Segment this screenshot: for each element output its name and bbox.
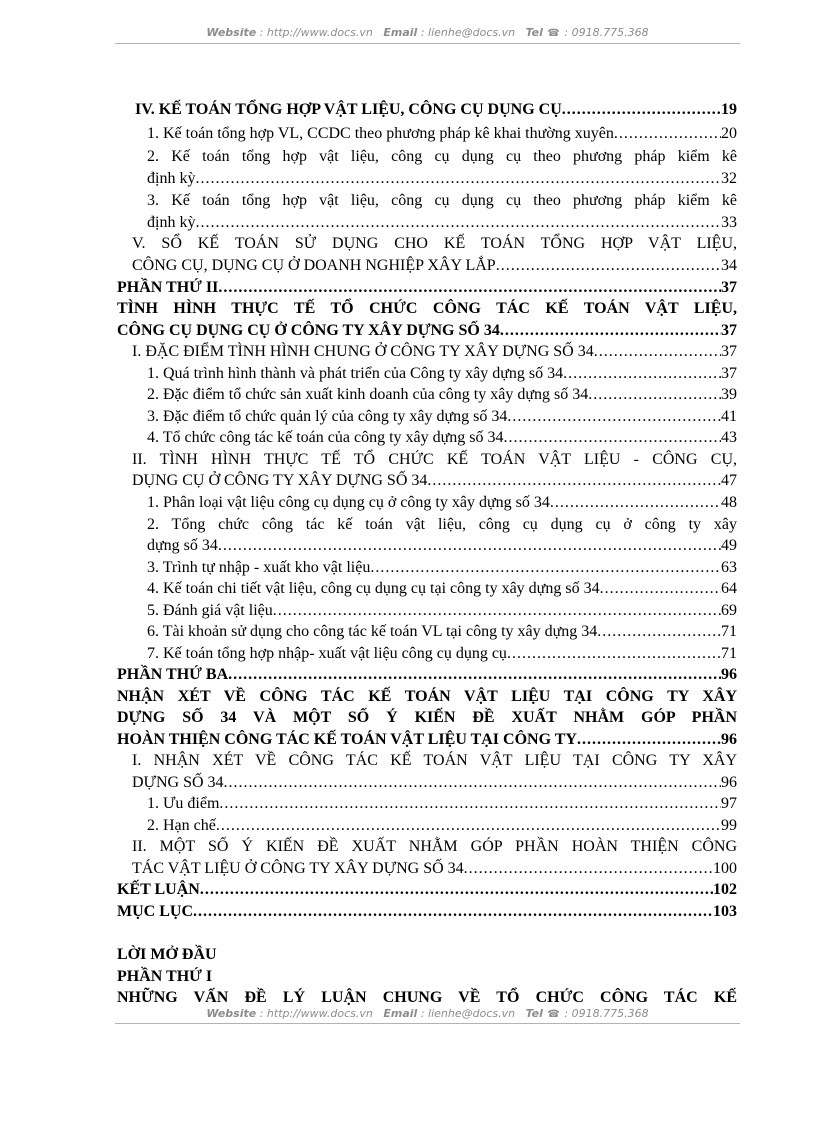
footer-website-value: : http://www.docs.vn xyxy=(259,1007,373,1020)
toc-entry-page: 37 xyxy=(721,343,737,360)
toc-leader xyxy=(594,341,721,363)
toc-entry-text: DỰNG SỐ 34 xyxy=(132,774,224,791)
toc-entry-text: MỤC LỤC xyxy=(117,903,193,920)
toc-entry-text: 1. Quá trình hình thành và phát triển của Công ty xây dựng số 34 xyxy=(147,365,564,382)
toc-entry xyxy=(132,341,737,363)
toc-entry-text: 7. Kế toán tổng hợp nhập- xuất vật liệu công cụ dụng cụ xyxy=(147,645,507,662)
toc-entry-page: 102 xyxy=(713,881,737,898)
toc-entry xyxy=(132,750,737,772)
toc-entry-page: 20 xyxy=(721,125,737,142)
page-header xyxy=(115,26,740,41)
toc-entry-page: 64 xyxy=(721,580,737,597)
toc-entry xyxy=(132,255,737,277)
header-website-label: Website xyxy=(206,26,257,39)
toc-leader xyxy=(219,793,721,815)
page-footer xyxy=(115,1007,740,1022)
toc-entry-page: 71 xyxy=(721,623,737,640)
toc-entry xyxy=(117,686,737,708)
toc-entry-page: 43 xyxy=(721,429,737,446)
header-tel-value: : 0918.775.368 xyxy=(564,26,649,39)
toc-leader xyxy=(500,320,721,342)
toc-entry-page: 37 xyxy=(721,322,737,339)
toc-entry xyxy=(132,772,737,794)
toc-entry-text: PHẦN THỨ BA xyxy=(117,666,229,683)
toc-entry-page: 100 xyxy=(713,860,737,877)
toc-entry-text: 1. Kế toán tổng hợp VL, CCDC theo phương pháp kê khai thường xuyên xyxy=(147,125,614,142)
toc-entry-page: 96 xyxy=(721,731,737,748)
toc-entry xyxy=(147,815,737,837)
toc-entry xyxy=(117,729,737,751)
toc-entry-page: 37 xyxy=(721,279,737,296)
toc-entry-text: NHẬN XÉT VỀ CÔNG TÁC KẾ TOÁN VẬT LIỆU TẠI CÔNG TY XÂY xyxy=(117,688,737,705)
toc-entry xyxy=(147,384,737,406)
toc-entry-text: 2. Hạn chế xyxy=(147,817,216,834)
intro-heading: LỜI MỞ ĐẦU xyxy=(117,946,217,963)
toc-entry xyxy=(147,406,737,428)
toc-entry-page: 48 xyxy=(721,494,737,511)
toc-entry-page: 99 xyxy=(721,817,737,834)
toc-entry-text: 2. Tổng chức công tác kế toán vật liệu, công cụ dụng cụ ở công ty xây xyxy=(147,516,737,533)
toc-entry-page: 96 xyxy=(721,666,737,683)
toc-entry-text: V. SỔ KẾ TOÁN SỬ DỤNG CHO KẾ TOÁN TỔNG HỢP VẬT LIỆU, xyxy=(132,235,737,252)
toc-entry-page: 69 xyxy=(721,602,737,619)
toc-leader xyxy=(224,772,721,794)
toc-entry xyxy=(117,277,737,299)
toc-leader xyxy=(273,600,721,622)
toc-entry xyxy=(132,836,737,858)
toc-entry-page: 47 xyxy=(721,472,737,489)
phone-icon: ☎ xyxy=(547,28,560,39)
toc-entry xyxy=(147,363,737,385)
toc-entry xyxy=(132,470,737,492)
toc-leader xyxy=(504,427,721,449)
toc-entry-page: 37 xyxy=(721,365,737,382)
part-one-heading: PHẦN THỨ I xyxy=(117,968,213,985)
header-tel-label: Tel xyxy=(525,26,543,39)
toc-entry xyxy=(117,901,737,923)
toc-entry xyxy=(117,298,737,320)
toc-entry-page: 33 xyxy=(721,214,737,231)
toc-entry-page: 97 xyxy=(721,795,737,812)
toc-entry-page: 63 xyxy=(721,559,737,576)
toc-entry xyxy=(147,427,737,449)
toc-leader xyxy=(216,815,721,837)
toc-entry-text: định kỳ xyxy=(147,170,196,187)
toc-entry-text: HOÀN THIỆN CÔNG TÁC KẾ TOÁN VẬT LIỆU TẠI CÔNG TY xyxy=(117,731,577,748)
toc-entry-text: 1. Phân loại vật liệu công cụ dụng cụ ở công ty xây dựng số 34 xyxy=(147,494,550,511)
toc-entry-page: 71 xyxy=(721,645,737,662)
toc-entry xyxy=(147,793,737,815)
toc-entry xyxy=(132,233,737,255)
phone-icon: ☎ xyxy=(547,1009,560,1020)
toc-entry xyxy=(147,190,737,212)
toc-entry-page: 96 xyxy=(721,774,737,791)
part-one-title: NHỮNG VẤN ĐỀ LÝ LUẬN CHUNG VỀ TỔ CHỨC CÔNG TÁC KẾ xyxy=(117,989,737,1006)
toc-leader xyxy=(370,557,721,579)
toc-entry xyxy=(147,557,737,579)
toc-entry xyxy=(117,664,737,686)
toc-leader xyxy=(600,578,721,600)
toc-entry xyxy=(135,99,737,121)
toc-entry-text: II. TÌNH HÌNH THỰC TẾ TỔ CHỨC KẾ TOÁN VẬT LIỆU - CÔNG CỤ, xyxy=(132,451,737,468)
toc-entry xyxy=(117,707,737,729)
toc-entry-text: dựng số 34 xyxy=(147,537,218,554)
toc-entry-text: 2. Kế toán tổng hợp vật liệu, công cụ dụng cụ theo phương pháp kiểm kê xyxy=(147,148,737,165)
toc-leader xyxy=(195,168,721,190)
toc-entry-page: 103 xyxy=(713,903,737,920)
header-website-value: : http://www.docs.vn xyxy=(259,26,373,39)
toc-leader xyxy=(218,277,721,299)
toc-entry-text: DỤNG CỤ Ở CÔNG TY XÂY DỰNG SỐ 34 xyxy=(132,472,428,489)
toc-entry-text: I. ĐẶC ĐIỂM TÌNH HÌNH CHUNG Ở CÔNG TY XÂY DỰNG SỐ 34 xyxy=(132,343,594,360)
toc-entry-text: 2. Đặc điểm tổ chức sản xuất kinh doanh của công ty xây dựng số 34 xyxy=(147,386,589,403)
toc-entry-text: 3. Trình tự nhập - xuất kho vật liệu xyxy=(147,559,371,576)
footer-divider xyxy=(115,1023,740,1024)
toc-entry-page: 19 xyxy=(721,101,737,118)
toc-entry-text: PHẦN THỨ II xyxy=(117,279,219,296)
toc-leader xyxy=(597,621,721,643)
toc-leader xyxy=(195,212,721,234)
toc-leader xyxy=(228,664,721,686)
footer-email-label: Email xyxy=(383,1007,418,1020)
toc-leader xyxy=(614,123,721,145)
toc-entry xyxy=(147,600,737,622)
toc-leader xyxy=(577,729,721,751)
toc-leader xyxy=(427,470,721,492)
toc-leader xyxy=(218,535,721,557)
toc-entry-page: 49 xyxy=(721,537,737,554)
toc-entry-text: TÌNH HÌNH THỰC TẾ TỔ CHỨC CÔNG TÁC KẾ TOÁN VẬT LIỆU, xyxy=(117,300,737,317)
toc-leader xyxy=(563,363,721,385)
toc-entry-text: 3. Đặc điểm tổ chức quản lý của công ty xây dựng số 34 xyxy=(147,408,508,425)
toc-leader xyxy=(200,879,713,901)
toc-leader xyxy=(588,384,721,406)
toc-entry-text: 1. Ưu điểm xyxy=(147,795,220,812)
toc-entry-text: 3. Kế toán tổng hợp vật liệu, công cụ dụng cụ theo phương pháp kiểm kê xyxy=(147,192,737,209)
footer-website-label: Website xyxy=(206,1007,257,1020)
toc-leader xyxy=(507,406,721,428)
toc-entry xyxy=(132,858,737,880)
footer-tel-value: : 0918.775.368 xyxy=(564,1007,649,1020)
toc-leader xyxy=(562,99,721,121)
header-email-label: Email xyxy=(383,26,418,39)
toc-entry-text: CÔNG CỤ DỤNG CỤ Ở CÔNG TY XÂY DỰNG SỐ 34 xyxy=(117,322,500,339)
toc-entry-page: 41 xyxy=(721,408,737,425)
toc-entry-page: 32 xyxy=(721,170,737,187)
toc-entry-page: 34 xyxy=(721,257,737,274)
toc-entry-text: TÁC VẬT LIỆU Ở CÔNG TY XÂY DỰNG SỐ 34 xyxy=(132,860,464,877)
toc-entry-text: 4. Tổ chức công tác kế toán của công ty xây dựng số 34 xyxy=(147,429,504,446)
toc-entry-text: IV. KẾ TOÁN TỔNG HỢP VẬT LIỆU, CÔNG CỤ DỤNG CỤ xyxy=(135,101,562,118)
toc-entry xyxy=(117,320,737,342)
toc-entry xyxy=(147,146,737,168)
toc-entry-text: 4. Kế toán chi tiết vật liệu, công cụ dụng cụ tại công ty xây dựng số 34 xyxy=(147,580,600,597)
toc-entry xyxy=(147,643,737,665)
toc-entry-text: KẾT LUẬN xyxy=(117,881,200,898)
toc-entry xyxy=(147,212,737,234)
toc-entry xyxy=(147,168,737,190)
toc-leader xyxy=(496,255,721,277)
toc-leader xyxy=(507,643,721,665)
toc-entry-text: định kỳ xyxy=(147,214,196,231)
header-divider xyxy=(115,43,740,44)
toc-entry xyxy=(132,449,737,471)
footer-tel-label: Tel xyxy=(525,1007,543,1020)
toc-entry xyxy=(147,578,737,600)
toc-entry xyxy=(147,123,737,145)
toc-entry-text: I. NHẬN XÉT VỀ CÔNG TÁC KẾ TOÁN VẬT LIỆU TẠI CÔNG TY XÂY xyxy=(132,752,737,769)
toc-entry-page: 39 xyxy=(721,386,737,403)
toc-entry-text: 6. Tài khoản sử dụng cho công tác kế toán VL tại công ty xây dựng 34 xyxy=(147,623,598,640)
footer-email-value: : lienhe@docs.vn xyxy=(420,1007,516,1020)
toc-entry-text: CÔNG CỤ, DỤNG CỤ Ở DOANH NGHIỆP XÂY LẮP xyxy=(132,257,496,274)
toc-entry-text: 5. Đánh giá vật liệu xyxy=(147,602,273,619)
toc-entry-text: DỰNG SỐ 34 VÀ MỘT SỐ Ý KIẾN ĐỀ XUẤT NHẰM GÓP PHẦN xyxy=(117,709,737,726)
toc-entry xyxy=(147,492,737,514)
toc-entry xyxy=(147,621,737,643)
toc-leader xyxy=(193,901,713,923)
toc-leader xyxy=(464,858,713,880)
toc-leader xyxy=(550,492,721,514)
toc-entry xyxy=(117,879,737,901)
toc-entry xyxy=(147,514,737,536)
header-email-value: : lienhe@docs.vn xyxy=(420,26,516,39)
toc-entry-text: II. MỘT SỐ Ý KIẾN ĐỀ XUẤT NHẰM GÓP PHẦN HOÀN THIỆN CÔNG xyxy=(132,838,737,855)
toc-entry xyxy=(147,535,737,557)
